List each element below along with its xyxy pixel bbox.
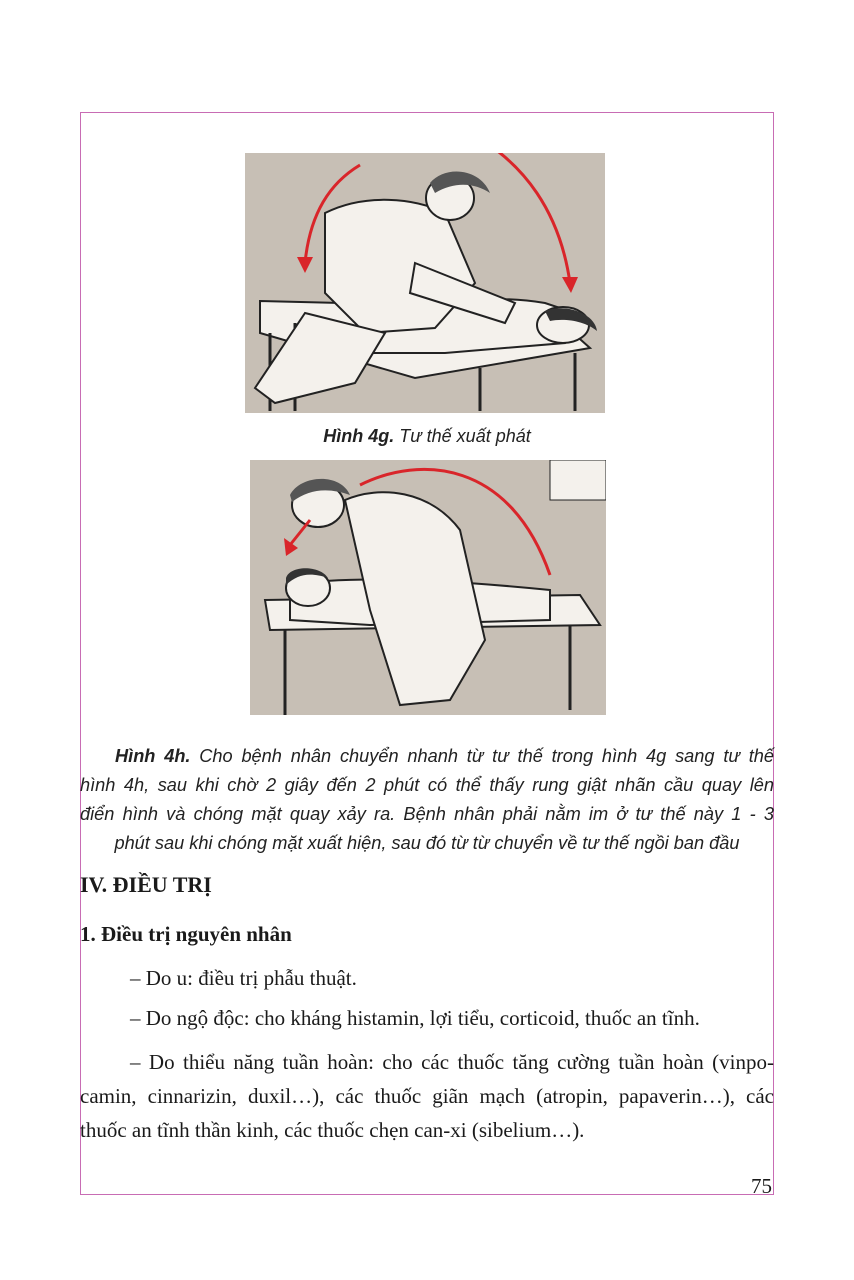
treatment-paragraph [80,1045,774,1147]
caption-line: hình 4h, sau khi chờ 2 giây đến 2 phút có thể thấy rung giật nhãn cầu quay lên [80,775,774,795]
subsection-heading: 1. Điều trị nguyên nhân [80,922,292,946]
caption-line: phút sau khi chóng mặt xuất hiện, sau đó từ từ chuyển về tư thế ngồi ban đầu [114,833,740,853]
caption-label: Hình 4g. [323,426,395,446]
figure-4h-illustration [250,460,606,715]
paragraph-line: – Do thiểu năng tuần hoàn: cho các thuốc tăng cường tuần hoàn (vinpo- [130,1050,774,1074]
figure-4g-caption [0,426,854,447]
paragraph-line: thuốc an tĩnh thần kinh, các thuốc chẹn can-xi (sibelium…). [80,1118,585,1142]
caption-text: Cho bệnh nhân chuyển nhanh từ tư thế trong hình 4g sang tư thế [190,746,774,766]
caption-text: Tư thế xuất phát [394,426,531,446]
paragraph-line: camin, cinnarizin, duxil…), các thuốc giãn mạch (atropin, papaverin…), các [80,1084,774,1108]
caption-label: Hình 4h. [115,746,191,766]
figure-4g-illustration [245,153,605,413]
caption-line [80,742,774,771]
section-heading: IV. ĐIỀU TRỊ [80,872,212,897]
caption-line: điển hình và chóng mặt quay xảy ra. Bệnh nhân phải nằm im ở tư thế này 1 - 3 [80,804,774,824]
list-item: – Do u: điều trị phẫu thuật. [130,966,357,990]
figure-4h-caption [80,742,774,858]
page-number: 75 [751,1174,772,1198]
list-item: – Do ngộ độc: cho kháng histamin, lợi tiểu, corticoid, thuốc an tĩnh. [130,1006,700,1030]
